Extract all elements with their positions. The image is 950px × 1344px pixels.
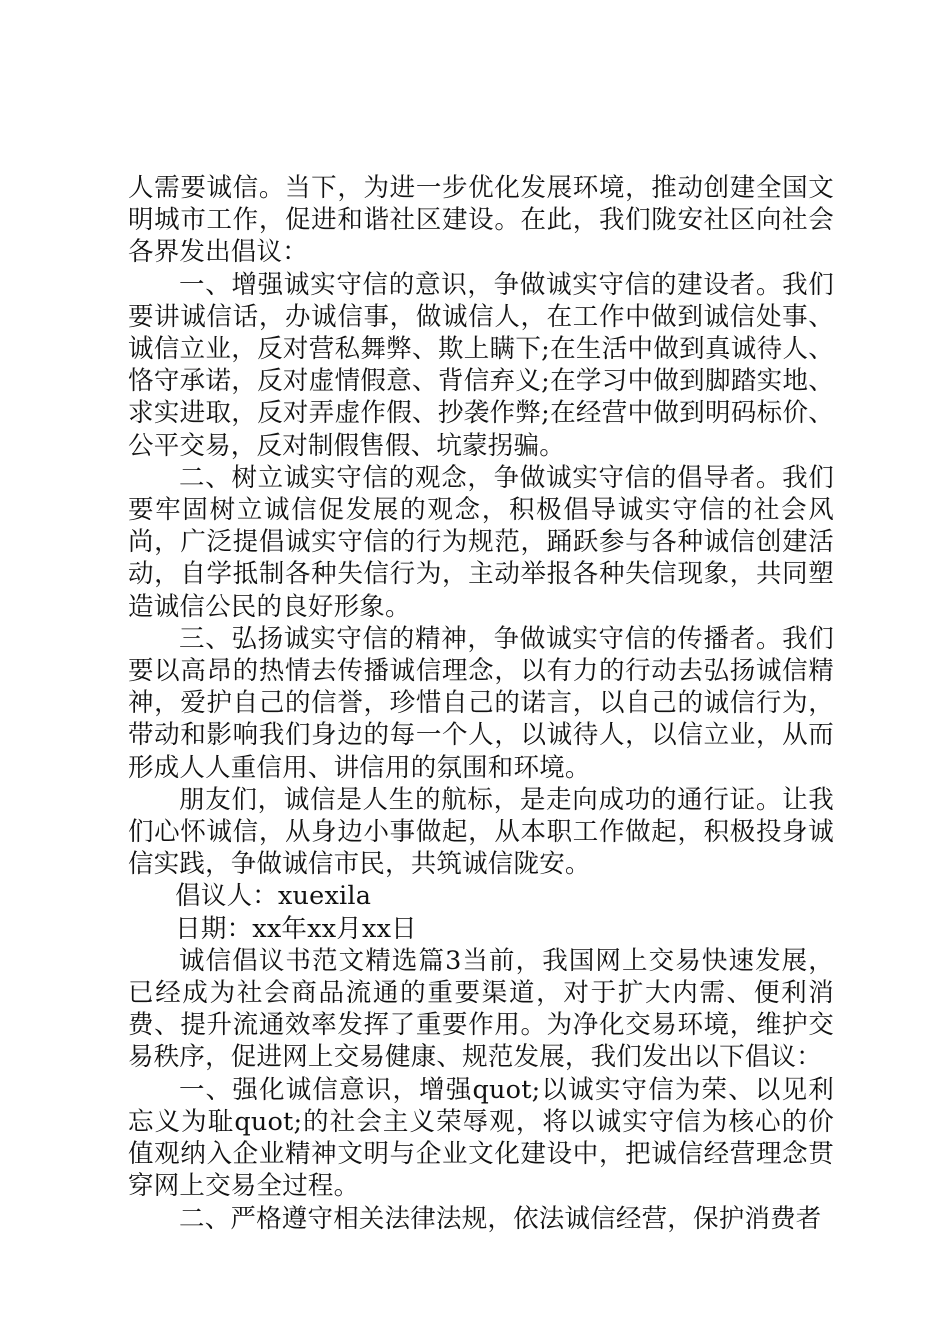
body-paragraph-section-3-point-2: 二、严格遵守相关法律法规，依法诚信经营，保护消费者 bbox=[179, 1203, 822, 1234]
body-paragraph-point-1: 一、增强诚实守信的意识，争做诚实守信的建设者。我们要讲诚信话，办诚信事，做诚信人，在工作中做到诚信处事、诚信立业，反对营私舞弊、欺上瞒下;在生活中做到真诚待人、恪守承诺，反对虚情假意、背信弃义;在学习中做到脚踏实地、求实进取，反对弄虚作假、抄袭作弊;在经营中做到明码标价、公平交易，反对制假售假、坑蒙拐骗。 bbox=[128, 269, 834, 461]
body-paragraph-section-3-point-1: 一、强化诚信意识，增强quot;以诚实守信为荣、以见利忘义为耻quot;的社会主义荣辱观，将以诚实守信为核心的价值观纳入企业精神文明与企业文化建设中，把诚信经营理念贯穿网上交易全过程。 bbox=[128, 1074, 834, 1202]
body-paragraph-intro: 人需要诚信。当下，为进一步优化发展环境，推动创建全国文明城市工作，促进和谐社区建设。在此，我们陇安社区向社会各界发出倡议： bbox=[128, 173, 834, 268]
body-paragraph-closing: 朋友们，诚信是人生的航标，是走向成功的通行证。让我们心怀诚信，从身边小事做起，从本职工作做起，积极投身诚信实践，争做诚信市民，共筑诚信陇安。 bbox=[128, 784, 834, 880]
body-paragraph-point-2: 二、树立诚实守信的观念，争做诚实守信的倡导者。我们要牢固树立诚信促发展的观念，积极倡导诚实守信的社会风尚，广泛提倡诚实守信的行为规范，踊跃参与各种诚信创建活动，自学抵制各种失信行为，主动举报各种失信现象，共同塑造诚信公民的良好形象。 bbox=[128, 462, 834, 622]
body-paragraph-section-3-intro: 诚信倡议书范文精选篇3当前，我国网上交易快速发展，已经成为社会商品流通的重要渠道，对于扩大内需、便利消费、提升流通效率发挥了重要作用。为净化交易环境，维护交易秩序，促进网上交易健康、规范发展，我们发出以下倡议： bbox=[128, 945, 834, 1073]
signature-line: 倡议人：xuexila bbox=[175, 881, 372, 912]
document-page bbox=[128, 172, 834, 1235]
body-paragraph-point-3: 三、弘扬诚实守信的精神，争做诚实守信的传播者。我们要以高昂的热情去传播诚信理念，以有力的行动去弘扬诚信精神，爱护自己的信誉，珍惜自己的诺言，以自己的诚信行为，带动和影响我们身边的每一个人，以诚待人，以信立业，从而形成人人重信用、讲信用的氛围和环境。 bbox=[128, 623, 834, 783]
date-line: 日期：xx年xx月xx日 bbox=[175, 913, 417, 944]
